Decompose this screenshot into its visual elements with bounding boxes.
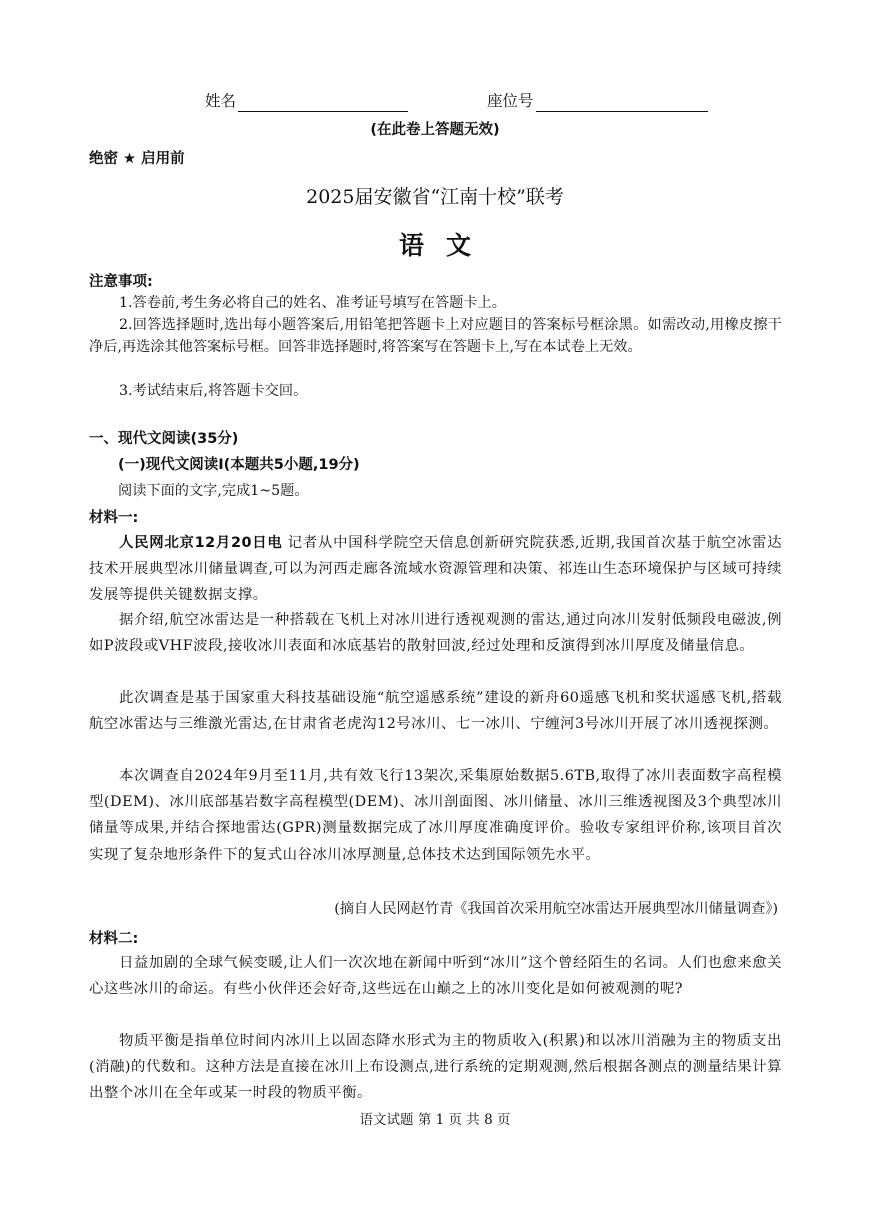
material1-paragraph: 据介绍,航空冰雷达是一种搭载在飞机上对冰川进行透视观测的雷达,通过向冰川发射低频段电磁波,例如P波段或VHF波段,接收冰川表面和冰底基岩的散射回波,经过处理和反演得到冰川厚度及储量信息。 [89,612,782,655]
invalid-note: (在此卷上答题无效) [370,122,500,138]
notice-heading: 注意事项: [89,274,153,290]
material2-paragraph: 物质平衡是指单位时间内冰川上以固态降水形式为主的物质收入(积累)和以冰川消融为主的物质支出(消融)的代数和。这种方法是直接在冰川上布设测点,进行系统的定期观测,然后根据各测点的测量结果计算出整个冰川在全年或某一时段的物质平衡。 [89,1033,782,1102]
material1-paragraph: 人民网北京12月20日电 记者从中国科学院空天信息创新研究院获悉,近期,我国首次基于航空冰雷达技术开展典型冰川储量调查,可以为河西走廊各流域水资源管理和决策、祁连山生态环境保护与区域可持续发展等提供关键数据支撑。 [89,535,782,604]
section-instruction: 阅读下面的文字,完成1~5题。 [118,483,309,499]
name-label: 姓名 [205,92,237,110]
subject-title: 语文 [398,231,493,260]
seat-field [487,90,708,112]
material1-paragraph: 此次调查是基于国家重大科技基础设施“航空遥感系统”建设的新舟60遥感飞机和奖状遥感飞机,搭载航空冰雷达与三维激光雷达,在甘肃省老虎沟12号冰川、七一冰川、宁缠河3号冰川开展了冰川透视探测。 [89,690,782,733]
material2-paragraph: 日益加剧的全球气候变暖,让人们一次次地在新闻中听到“冰川”这个曾经陌生的名词。人们也愈来愈关心这些冰川的命运。有些小伙伴还会好奇,这些远在山巅之上的冰川变化是如何被观测的呢? [89,955,782,998]
seat-label: 座位号 [487,92,534,110]
section-subtitle: (一)现代文阅读I(本题共5小题,19分) [118,457,360,473]
name-blank-line [238,93,408,112]
seat-blank-line [536,93,708,112]
dateline: 人民网北京12月20日电 [119,535,283,551]
notice-item: 2.回答选择题时,选出每小题答案后,用铅笔把答题卡上对应题目的答案标号框涂黑。如需改动,用橡皮擦干净后,再选涂其他答案标号框。回答非选择题时,将答案写在答题卡上,写在本试卷上无效。 [89,317,782,355]
section-title: 一、现代文阅读(35分) [89,431,239,447]
secret-mark: 绝密 ★ 启用前 [89,151,185,167]
notice-item: 1.答卷前,考生务必将自己的姓名、准考证号填写在答题卡上。 [119,295,506,311]
candidate-info-row [0,90,870,114]
exam-title: 2025届安徽省“江南十校”联考 [306,186,564,208]
material1-heading: 材料一: [89,510,139,526]
material2-heading: 材料二: [89,931,139,947]
name-field [205,90,408,112]
notice-item: 3.考试结束后,将答题卡交回。 [119,383,308,399]
page-footer: 语文试题 第 1 页 共 8 页 [359,1112,511,1128]
material1-source: (摘自人民网赵竹青《我国首次采用航空冰雷达开展典型冰川储量调查》) [334,901,778,917]
material1-paragraph: 本次调查自2024年9月至11月,共有效飞行13架次,采集原始数据5.6TB,取得了冰川表面数字高程模型(DEM)、冰川底部基岩数字高程模型(DEM)、冰川剖面图、冰川储量、冰川三维透视图及3个典型冰川储量等成果,并结合探地雷达(GPR)测量数据完成了冰川厚度准确度评价。验收专家组评价称,该项目首次实现了复杂地形条件下的复式山谷冰川冰厚测量,总体技术达到国际领先水平。 [89,768,782,863]
